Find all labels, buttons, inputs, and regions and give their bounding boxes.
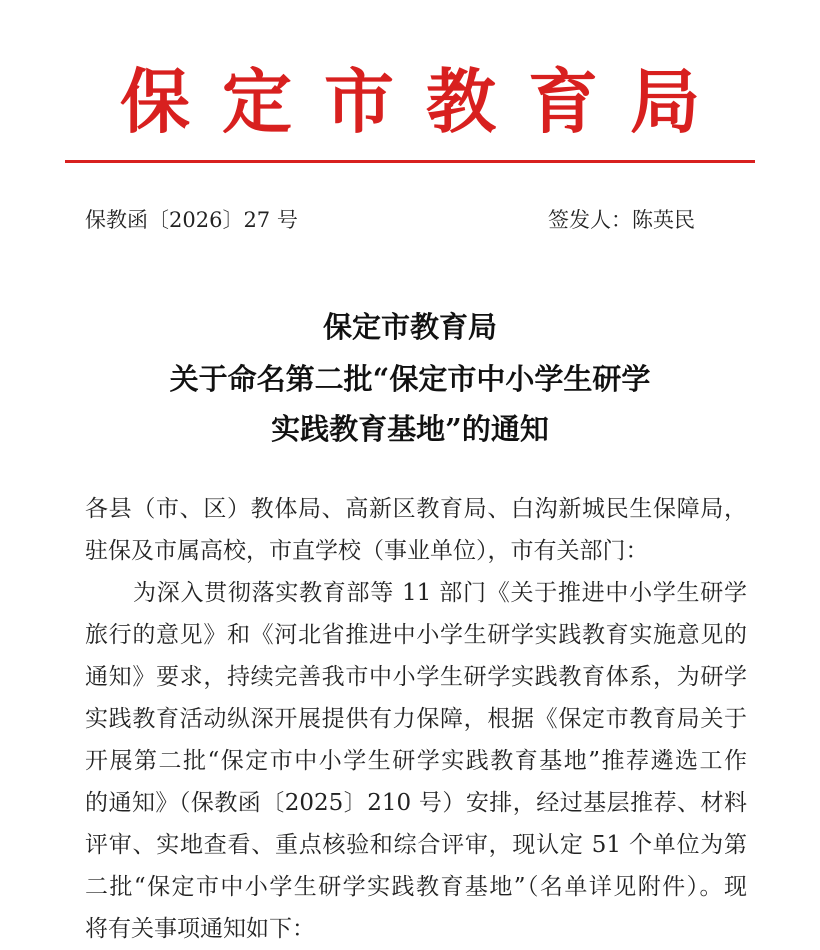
body-line: 的通知》（保教函〔2025〕210 号）安排，经过基层推荐、材料 <box>85 790 747 816</box>
body-line: 通知》要求，持续完善我市中小学生研学实践教育体系，为研学 <box>85 664 747 690</box>
body-line: 将有关事项通知如下： <box>85 916 315 942</box>
masthead-char: 育 <box>528 60 598 143</box>
title-line: 实践教育基地”的通知 <box>271 412 549 446</box>
masthead-char: 市 <box>324 60 394 143</box>
body-line: 实践教育活动纵深开展提供有力保障，根据《保定市教育局关于 <box>85 706 747 732</box>
title-line: 关于命名第二批“保定市中小学生研学 <box>169 362 651 396</box>
body-line: 开展第二批“保定市中小学生研学实践教育基地”推荐遴选工作 <box>85 748 747 774</box>
addressee-line: 驻保及市属高校，市直学校（事业单位），市有关部门： <box>85 538 649 564</box>
document-number: 保教函〔2026〕27 号 <box>85 208 298 232</box>
masthead-char: 定 <box>222 60 292 143</box>
red-divider <box>65 160 755 163</box>
masthead-char: 教 <box>426 60 496 143</box>
body-line: 二批“保定市中小学生研学实践教育基地”（名单详见附件）。现 <box>85 874 747 900</box>
title-line: 保定市教育局 <box>322 310 497 344</box>
masthead-char: 保 <box>120 60 190 143</box>
body-line: 为深入贯彻落实教育部等 11 部门《关于推进中小学生研学 <box>133 580 747 606</box>
body-line: 旅行的意见》和《河北省推进中小学生研学实践教育实施意见的 <box>85 622 747 648</box>
masthead-char: 局 <box>630 60 700 143</box>
masthead <box>120 62 700 142</box>
addressee-line: 各县（市、区）教体局、高新区教育局、白沟新城民生保障局， <box>85 496 747 522</box>
body-line: 评审、实地查看、重点核验和综合评审，现认定 51 个单位为第 <box>85 832 747 858</box>
signer: 签发人：陈英民 <box>548 208 695 232</box>
